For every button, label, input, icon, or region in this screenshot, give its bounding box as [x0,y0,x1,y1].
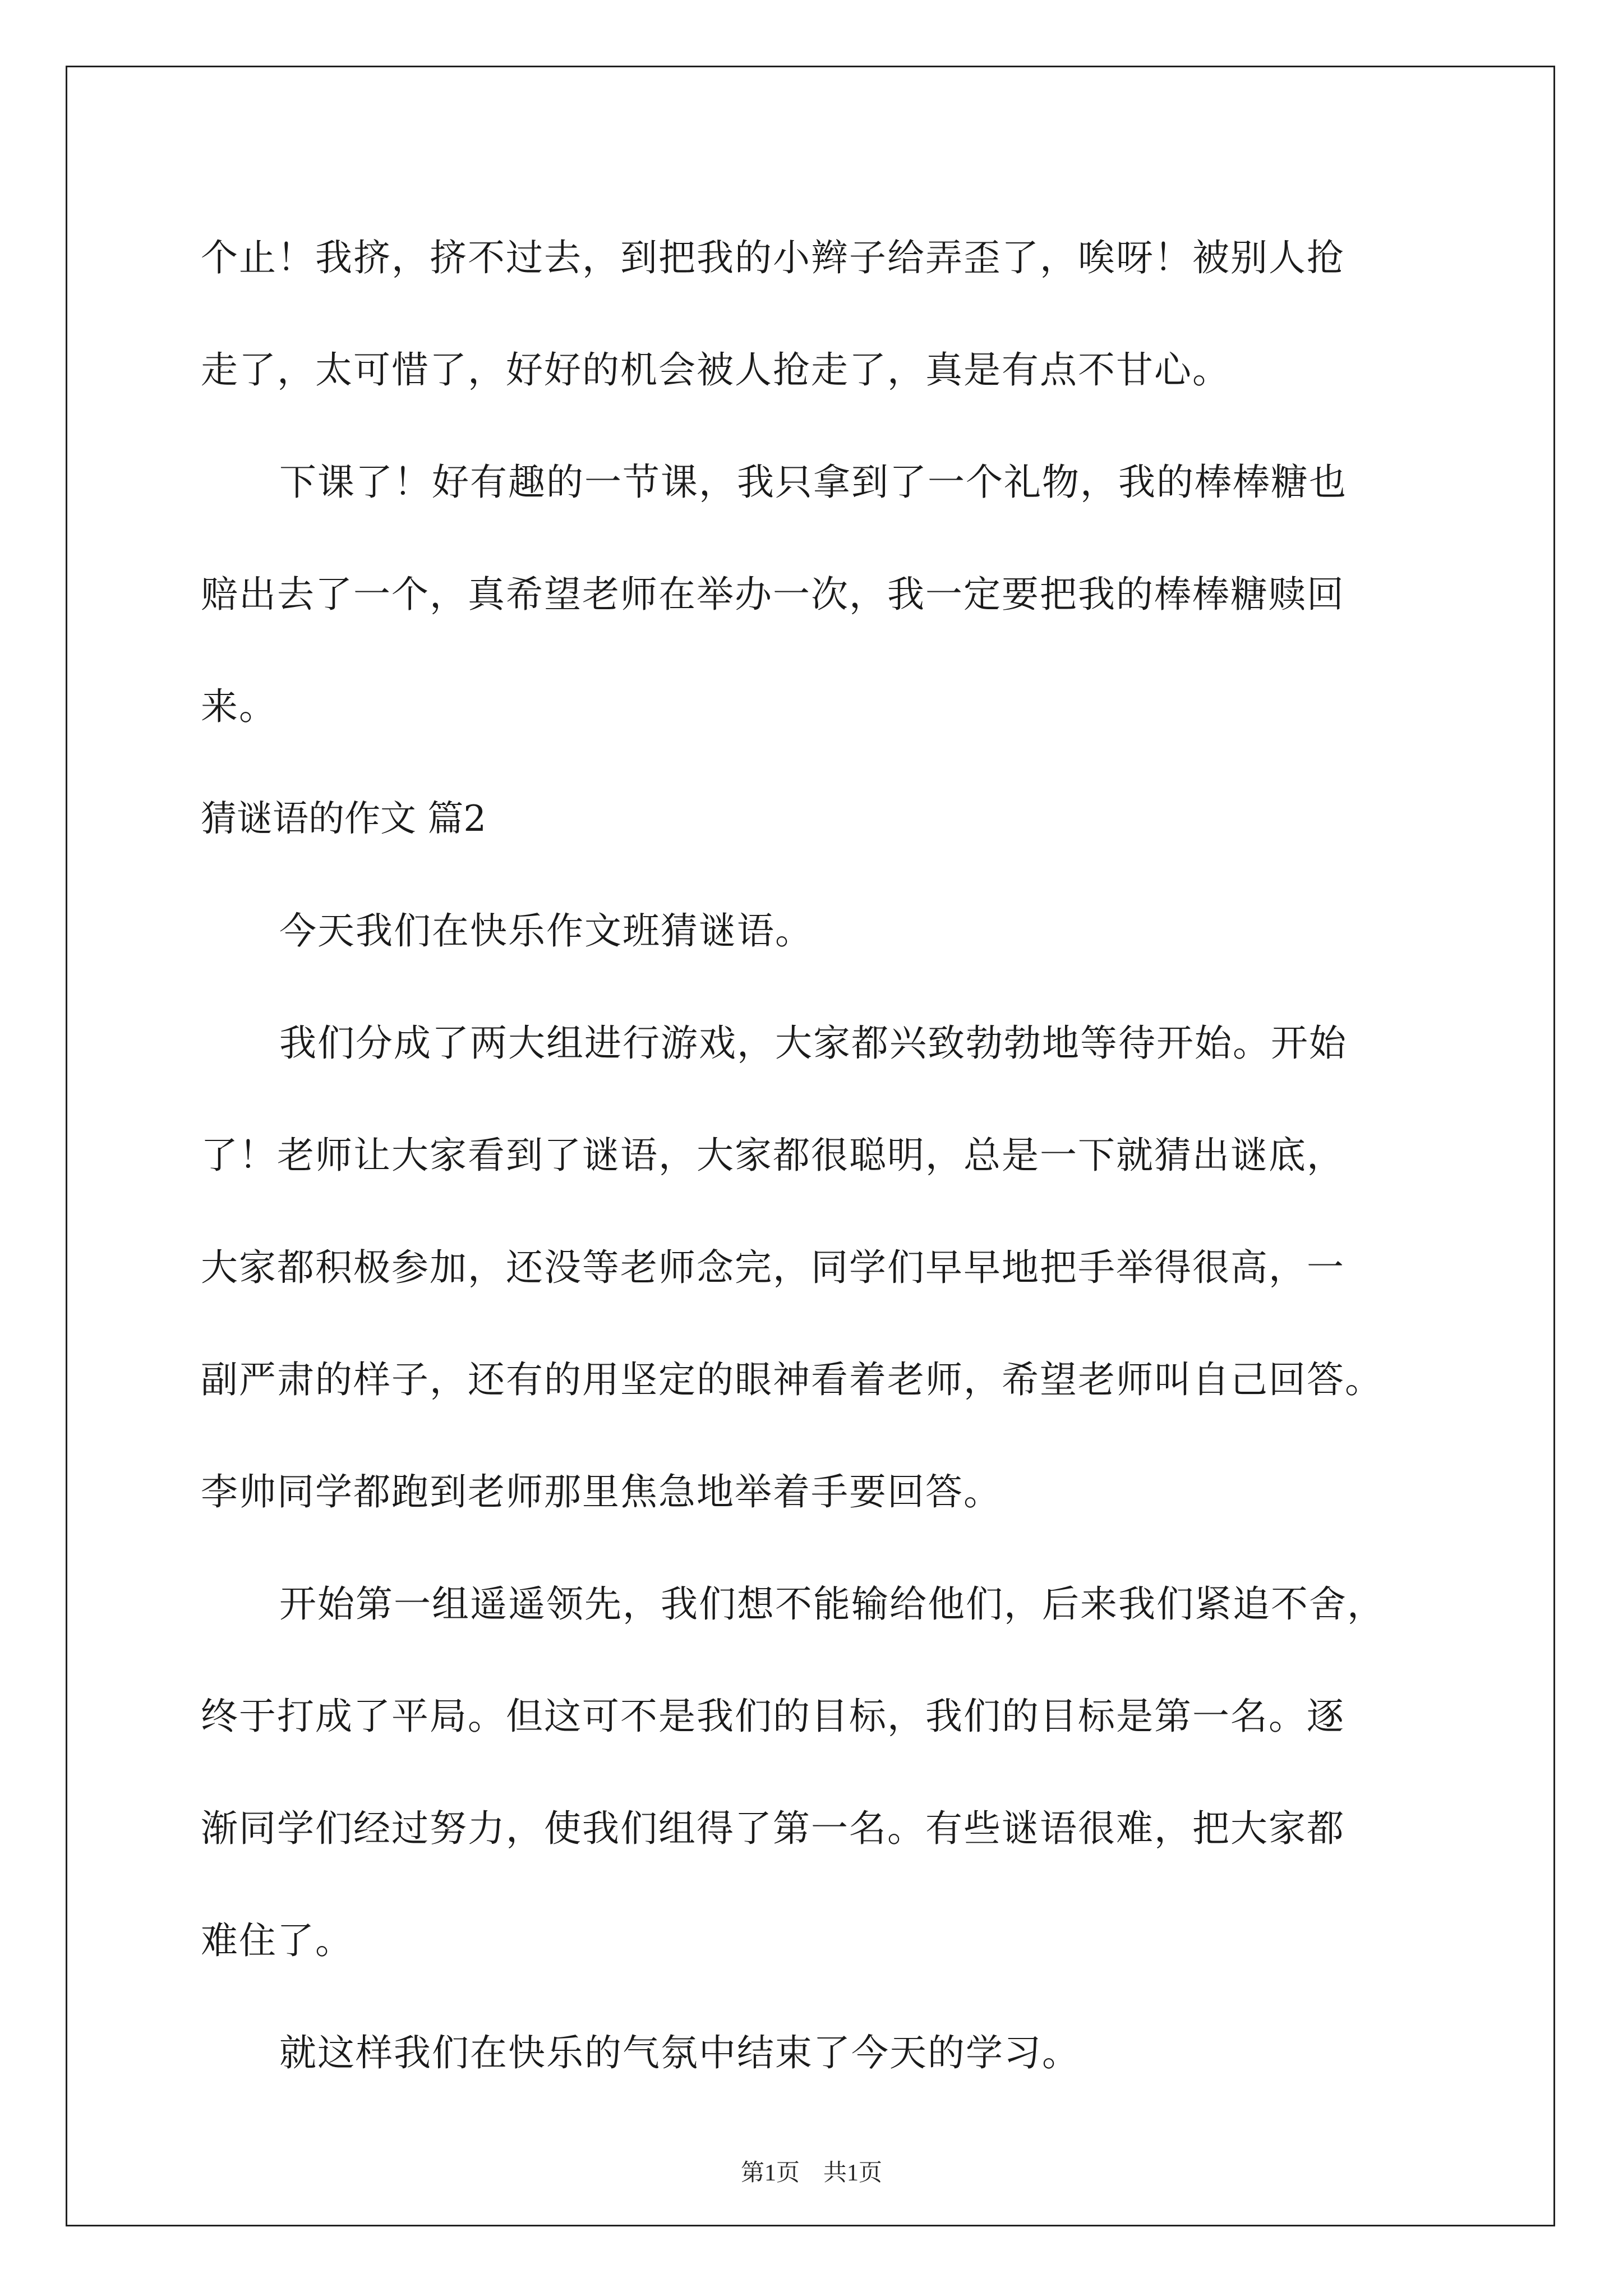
text-line: 难住了。 [201,1919,353,1962]
text-line: 赔出去了一个，真希望老师在举办一次，我一定要把我的棒棒糖赎回 [201,573,1345,616]
text-line: 大家都积极参加，还没等老师念完，同学们早早地把手举得很高，一 [201,1246,1345,1289]
text-line: 了！老师让大家看到了谜语，大家都很聪明，总是一下就猜出谜底， [201,1134,1345,1177]
text-line: 李帅同学都跑到老师那里焦急地举着手要回答。 [201,1470,1002,1513]
text-line: 来。 [201,685,277,728]
paragraph-start: 我们分成了两大组进行游戏，大家都兴致勃勃地等待开始。开始 [279,1022,1347,1065]
text-line: 走了，太可惜了，好好的机会被人抢走了，真是有点不甘心。 [201,348,1230,392]
paragraph-start: 今天我们在快乐作文班猜谜语。 [279,909,813,953]
text-line: 渐同学们经过努力，使我们组得了第一名。有些谜语很难，把大家都 [201,1807,1345,1850]
paragraph-start: 下课了！好有趣的一节课，我只拿到了一个礼物，我的棒棒糖也 [279,461,1347,504]
text-line: 副严肃的样子，还有的用坚定的眼神看着老师，希望老师叫自己回答。 [201,1358,1383,1401]
page-footer: 第1页 共1页 [740,2160,882,2186]
text-line: 个止！我挤，挤不过去，到把我的小辫子给弄歪了，唉呀！被别人抢 [201,236,1345,279]
section-heading: 猜谜语的作文 篇2 [201,798,487,840]
text-line: 终于打成了平局。但这可不是我们的目标，我们的目标是第一名。逐 [201,1695,1345,1738]
document-body [201,202,1446,2109]
paragraph-start: 开始第一组遥遥领先，我们想不能输给他们，后来我们紧追不舍， [279,1582,1385,1626]
paragraph-start: 就这样我们在快乐的气氛中结束了今天的学习。 [279,2031,1080,2074]
